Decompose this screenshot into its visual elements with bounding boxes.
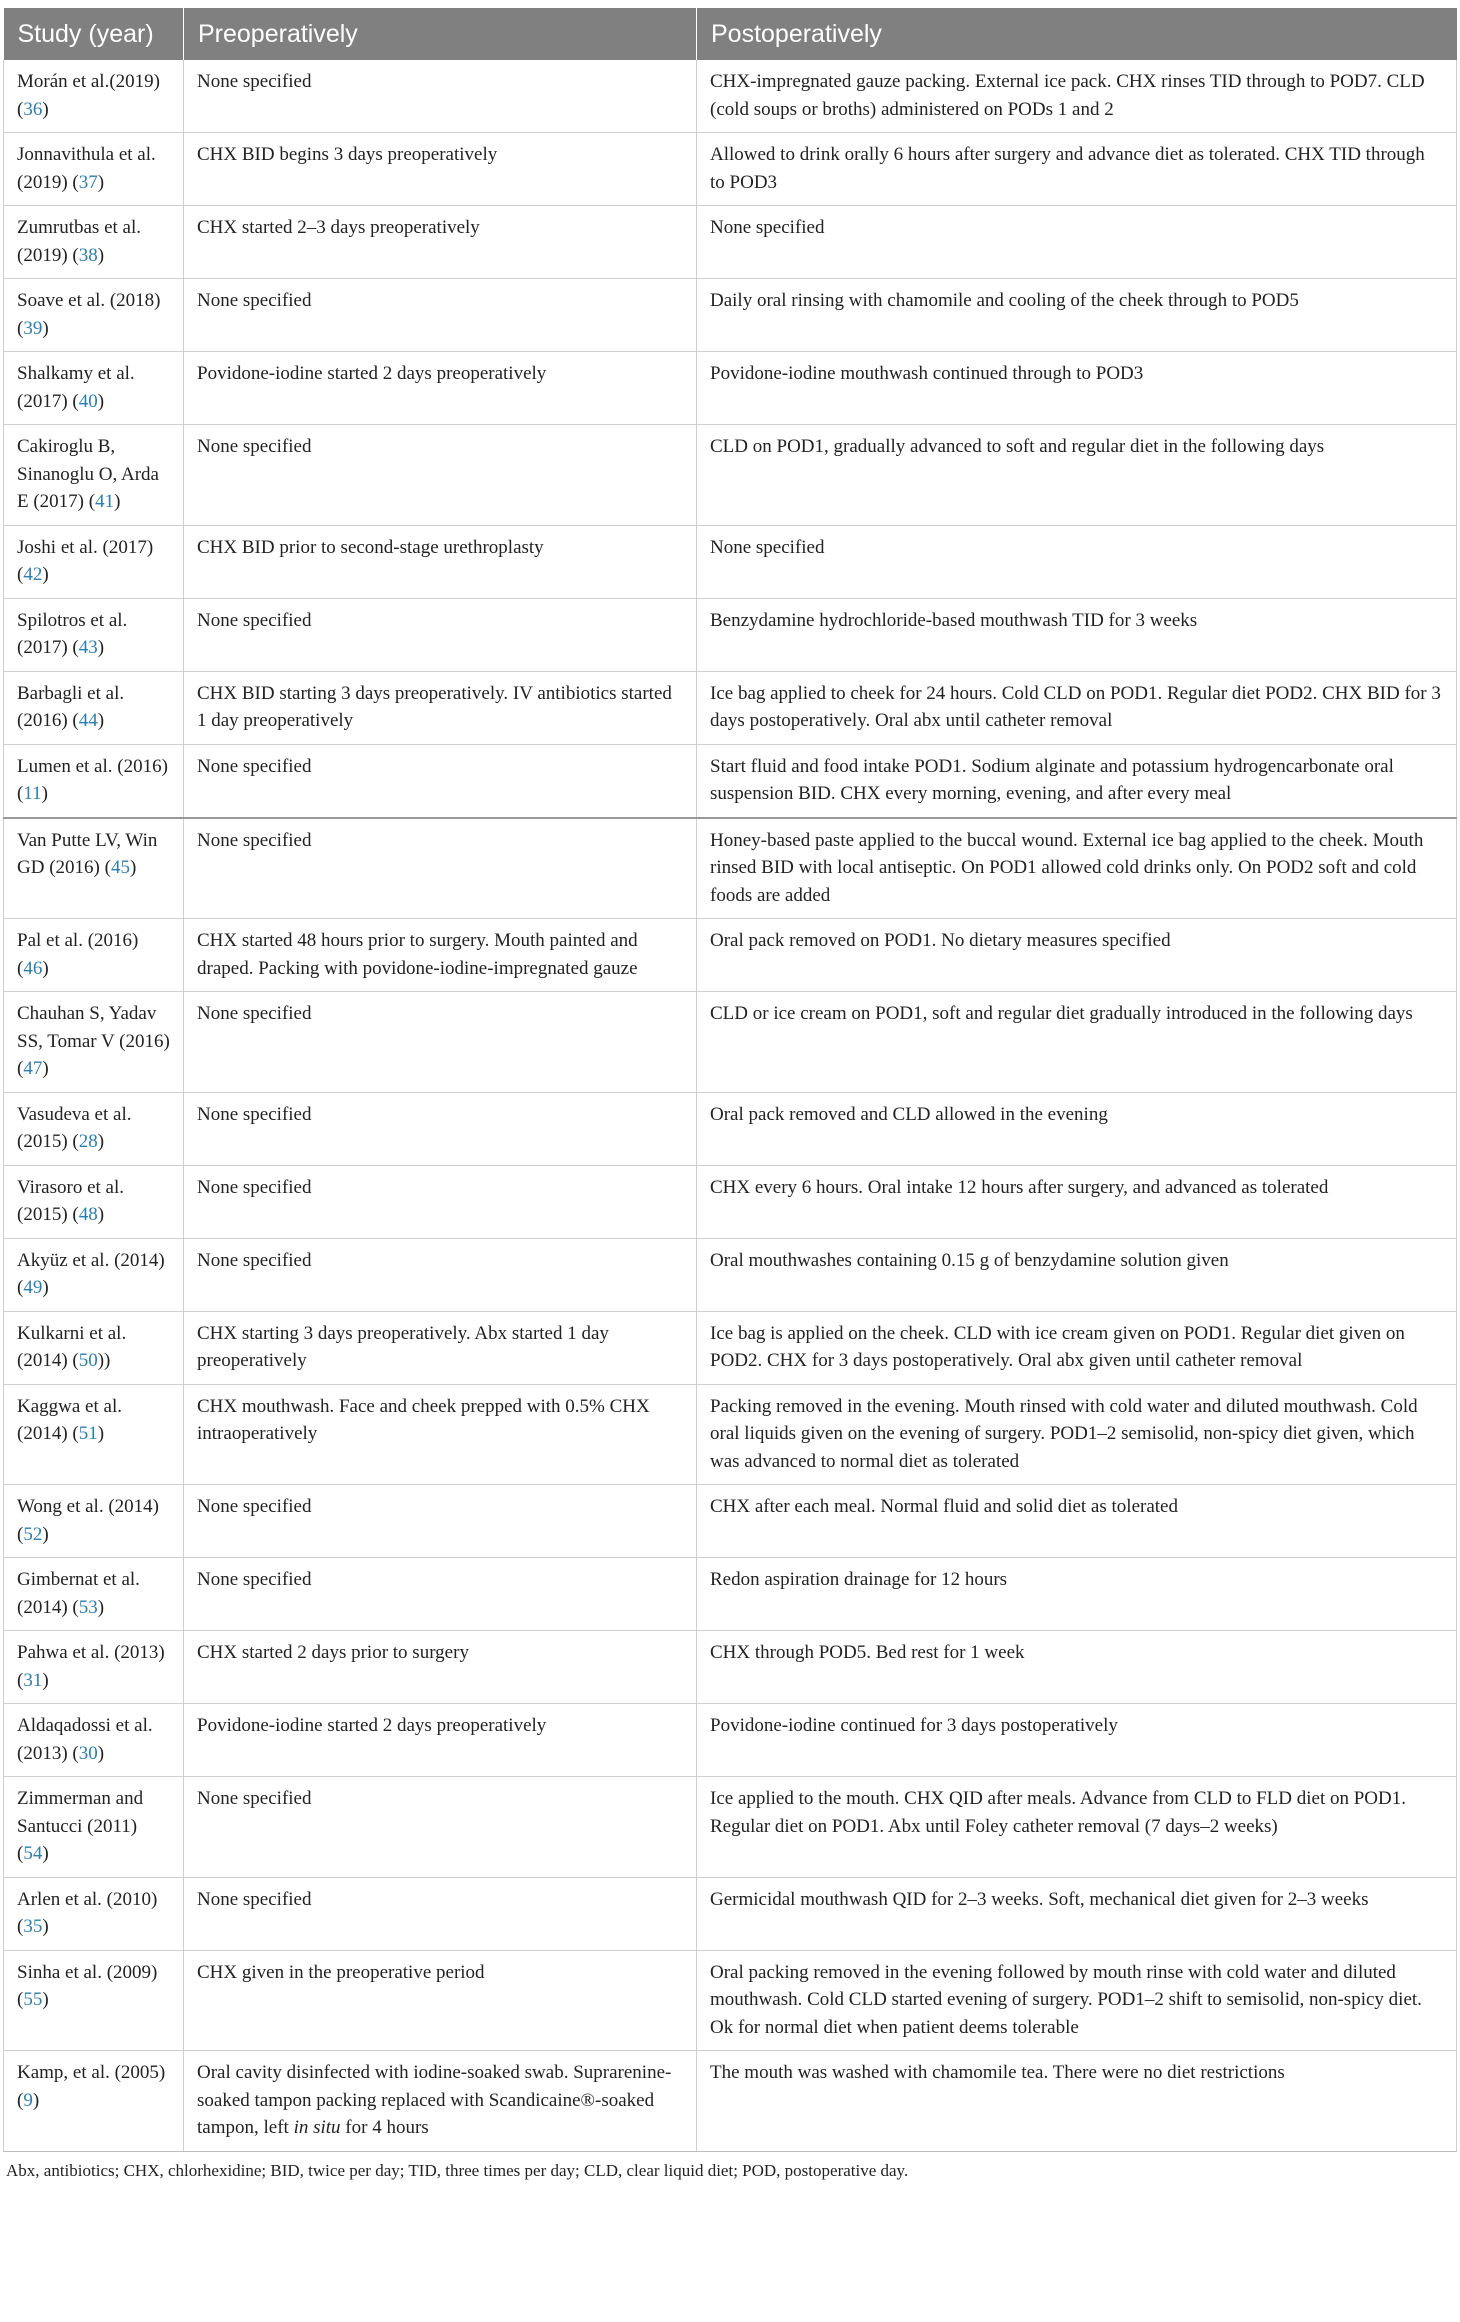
study-name: Zimmerman and Santucci (2011) (	[17, 1788, 144, 1864]
preoperative-text: CHX started 48 hours prior to surgery. Mouth painted and draped. Packing with povidone-iodine-impregnated gauze	[197, 930, 638, 979]
postoperative-cell: Povidone-iodine mouthwash continued through to POD3	[697, 352, 1457, 425]
preoperative-cell	[184, 60, 697, 133]
preoperative-text: None specified	[197, 1249, 312, 1271]
study-cell	[4, 1092, 184, 1165]
reference-close: )	[97, 244, 105, 266]
reference-close: )	[32, 2089, 40, 2111]
preoperative-cell	[184, 1877, 697, 1950]
study-cell	[4, 919, 184, 992]
postoperative-cell: Oral mouthwashes containing 0.15 g of benzydamine solution given	[697, 1238, 1457, 1311]
postoperative-cell: CHX through POD5. Bed rest for 1 week	[697, 1631, 1457, 1704]
table-row	[4, 60, 1457, 133]
reference-close: )	[42, 1989, 49, 2010]
study-cell	[4, 1777, 184, 1878]
postoperative-cell: Ice bag applied to cheek for 24 hours. Cold CLD on POD1. Regular diet POD2. CHX BID for 3 days postoperatively. Oral abx until catheter removal	[697, 671, 1457, 744]
study-cell	[4, 1950, 184, 2051]
postoperative-cell: CHX after each meal. Normal fluid and solid diet as tolerated	[697, 1485, 1457, 1558]
preoperative-text: CHX BID starting 3 days preoperatively. IV antibiotics started 1 day preoperatively	[197, 682, 672, 731]
reference-link[interactable]: 54	[23, 1843, 43, 1864]
postoperative-cell: Ice applied to the mouth. CHX QID after meals. Advance from CLD to FLD diet on POD1. Regular diet on POD1. Abx until Foley catheter removal (7 days–2 weeks)	[697, 1777, 1457, 1878]
preoperative-text: None specified	[197, 1788, 312, 1809]
preoperative-cell	[184, 818, 697, 919]
preoperative-text: CHX mouthwash. Face and cheek prepped with 0.5% CHX intraoperatively	[197, 1395, 650, 1444]
reference-link[interactable]: 47	[23, 1058, 43, 1079]
postoperative-cell: Germicidal mouthwash QID for 2–3 weeks. Soft, mechanical diet given for 2–3 weeks	[697, 1877, 1457, 1950]
study-cell	[4, 206, 184, 279]
preoperative-cell	[184, 1092, 697, 1165]
study-cell	[4, 279, 184, 352]
postoperative-cell: Oral pack removed on POD1. No dietary measures specified	[697, 919, 1457, 992]
preoperative-cell	[184, 2051, 697, 2152]
preoperative-cell	[184, 525, 697, 598]
study-cell	[4, 1877, 184, 1950]
study-name: Kamp, et al. (2005) (	[17, 2062, 166, 2111]
header-preoperatively: Preoperatively	[184, 8, 697, 60]
postoperative-cell: CLD or ice cream on POD1, soft and regular diet gradually introduced in the following days	[697, 992, 1457, 1093]
postoperative-cell: Honey-based paste applied to the buccal wound. External ice bag applied to the cheek. Mouth rinsed BID with local antiseptic. On POD1 allowed cold drinks only. On POD2 soft and cold foods are added	[697, 818, 1457, 919]
reference-close: )	[42, 98, 49, 120]
reference-link[interactable]: 42	[23, 564, 43, 585]
table-row	[4, 919, 1457, 992]
preoperative-text: None specified	[197, 1496, 312, 1517]
preoperative-cell	[184, 919, 697, 992]
reference-close: )	[97, 171, 105, 193]
study-name: Jonnavithula et al. (2019) (	[17, 144, 156, 193]
preoperative-cell	[184, 744, 697, 818]
preoperative-tail: for 4 hours	[340, 2117, 429, 2138]
study-name: Lumen et al. (2016) (	[17, 755, 168, 804]
study-cell	[4, 1704, 184, 1777]
table-row	[4, 1950, 1457, 2051]
study-cell	[4, 1311, 184, 1384]
table-row	[4, 425, 1457, 526]
preoperative-cell	[184, 1384, 697, 1485]
study-cell	[4, 425, 184, 526]
postoperative-cell: None specified	[697, 206, 1457, 279]
study-name: Morán et al.(2019) (	[17, 71, 160, 120]
reference-link[interactable]: 43	[78, 637, 98, 658]
preoperative-text: None specified	[197, 290, 312, 311]
preoperative-text: CHX started 2 days prior to surgery	[197, 1642, 469, 1663]
preoperative-cell	[184, 1238, 697, 1311]
reference-link[interactable]: 48	[78, 1204, 98, 1225]
preoperative-cell	[184, 1311, 697, 1384]
study-cell	[4, 992, 184, 1093]
header-study: Study (year)	[4, 8, 184, 60]
table-row	[4, 1092, 1457, 1165]
reference-link[interactable]: 45	[110, 857, 130, 878]
preoperative-text: None specified	[197, 1176, 312, 1198]
postoperative-cell: CLD on POD1, gradually advanced to soft and regular diet in the following days	[697, 425, 1457, 526]
reference-close: )	[129, 857, 137, 878]
study-name: Kulkarni et al. (2014) (	[17, 1322, 127, 1371]
reference-link[interactable]: 44	[78, 710, 98, 731]
postoperative-cell: Allowed to drink orally 6 hours after surgery and advance diet as tolerated. CHX TID through to POD3	[697, 133, 1457, 206]
preoperative-cell	[184, 1704, 697, 1777]
preoperative-cell	[184, 1777, 697, 1878]
reference-close: )	[42, 1843, 49, 1864]
reference-link[interactable]: 36	[23, 98, 43, 120]
table-row	[4, 525, 1457, 598]
study-name: Joshi et al. (2017) (	[17, 536, 154, 585]
postoperative-cell: Packing removed in the evening. Mouth rinsed with cold water and diluted mouthwash. Cold oral liquids given on the evening of surgery. POD1–2 semisolid, non-spicy diet given, which was advanced to normal diet as tolerated	[697, 1384, 1457, 1485]
preoperative-text: CHX started 2–3 days preoperatively	[197, 217, 480, 238]
preoperative-cell	[184, 352, 697, 425]
reference-link[interactable]: 38	[78, 244, 98, 266]
preoperative-text: CHX given in the preoperative period	[197, 1961, 485, 1983]
study-cell	[4, 1631, 184, 1704]
reference-close: )	[97, 390, 105, 412]
table-row	[4, 992, 1457, 1093]
study-name: Zumrutbas et al. (2019) (	[17, 217, 141, 266]
preoperative-text: Povidone-iodine started 2 days preoperatively	[197, 1715, 547, 1736]
reference-link[interactable]: 49	[23, 1277, 43, 1298]
table-row	[4, 598, 1457, 671]
reference-link[interactable]: 39	[23, 317, 43, 339]
table-row	[4, 744, 1457, 818]
reference-link[interactable]: 41	[95, 491, 115, 512]
preoperative-cell	[184, 1950, 697, 2051]
preoperative-cell	[184, 1485, 697, 1558]
reference-close: )	[97, 1204, 105, 1225]
study-cell	[4, 1485, 184, 1558]
study-name: Cakiroglu B, Sinanoglu O, Arda E (2017) (	[17, 436, 159, 512]
reference-link[interactable]: 51	[78, 1423, 98, 1444]
preoperative-cell	[184, 1631, 697, 1704]
preoperative-italic: in situ	[293, 2117, 341, 2138]
preoperative-text: Povidone-iodine started 2 days preoperatively	[197, 363, 547, 384]
study-cell	[4, 60, 184, 133]
study-name: Barbagli et al. (2016) (	[17, 682, 125, 731]
study-name: Pal et al. (2016) (	[17, 930, 139, 979]
postoperative-cell: Daily oral rinsing with chamomile and cooling of the cheek through to POD5	[697, 279, 1457, 352]
reference-close: )	[97, 1131, 105, 1152]
study-name: Chauhan S, Yadav SS, Tomar V (2016) (	[17, 1003, 170, 1079]
table-row	[4, 1311, 1457, 1384]
study-name: Sinha et al. (2009) (	[17, 1961, 158, 2010]
header-row	[4, 8, 1457, 60]
postoperative-cell: None specified	[697, 525, 1457, 598]
table-row	[4, 1631, 1457, 1704]
study-name: Van Putte LV, Win GD (2016) (	[17, 829, 158, 878]
table-row	[4, 352, 1457, 425]
reference-link[interactable]: 35	[23, 1916, 43, 1937]
study-cell	[4, 2051, 184, 2152]
reference-close: )	[42, 317, 49, 339]
study-name: Akyüz et al. (2014) (	[17, 1249, 165, 1298]
study-name: Shalkamy et al. (2017) (	[17, 363, 135, 412]
reference-close: )	[97, 1742, 105, 1764]
postoperative-cell: CHX every 6 hours. Oral intake 12 hours after surgery, and advanced as tolerated	[697, 1165, 1457, 1238]
preoperative-cell	[184, 1165, 697, 1238]
postoperative-cell: Oral pack removed and CLD allowed in the evening	[697, 1092, 1457, 1165]
preoperative-cell	[184, 206, 697, 279]
reference-close: )	[42, 1058, 49, 1079]
study-cell	[4, 1238, 184, 1311]
postoperative-cell: Start fluid and food intake POD1. Sodium alginate and potassium hydrogencarbonate oral suspension BID. CHX every morning, evening, and after every meal	[697, 744, 1457, 818]
table-row	[4, 1558, 1457, 1631]
preoperative-cell	[184, 279, 697, 352]
preoperative-cell	[184, 425, 697, 526]
reference-link[interactable]: 46	[23, 957, 43, 979]
preoperative-text: Oral cavity disinfected with iodine-soaked swab. Suprarenine-soaked tampon packing replaced with Scandicaine®-soaked tampon, left	[197, 2062, 672, 2138]
study-name: Gimbernat et al. (2014) (	[17, 1569, 140, 1618]
reference-link[interactable]: 52	[23, 1523, 43, 1545]
preoperative-text: CHX BID begins 3 days preoperatively	[197, 144, 498, 165]
reference-close: )	[42, 564, 49, 585]
table-footnote: Abx, antibiotics; CHX, chlorhexidine; BID, twice per day; TID, three times per day; CLD, clear liquid diet; POD, postoperative day.	[6, 2160, 909, 2180]
study-cell	[4, 525, 184, 598]
study-name: Pahwa et al. (2013) (	[17, 1642, 165, 1691]
preoperative-text: CHX BID prior to second-stage urethroplasty	[197, 536, 544, 558]
reference-link[interactable]: 53	[78, 1596, 98, 1618]
table-row	[4, 1877, 1457, 1950]
reference-close: )	[42, 1523, 49, 1545]
postoperative-cell: Oral packing removed in the evening followed by mouth rinse with cold water and diluted mouthwash. Cold CLD started evening of surgery. POD1–2 shift to semisolid, non-spicy diet. Ok for normal diet when patient deems tolerable	[697, 1950, 1457, 2051]
postoperative-cell: Redon aspiration drainage for 12 hours	[697, 1558, 1457, 1631]
study-cell	[4, 1165, 184, 1238]
reference-link[interactable]: 37	[78, 171, 98, 193]
preoperative-cell	[184, 671, 697, 744]
study-name: Arlen et al. (2010) (	[17, 1888, 158, 1937]
reference-link[interactable]: 55	[23, 1989, 43, 2010]
table-row	[4, 133, 1457, 206]
preoperative-cell	[184, 1558, 697, 1631]
preoperative-text: None specified	[197, 755, 312, 777]
study-cell	[4, 1558, 184, 1631]
study-table	[3, 8, 1457, 2152]
study-cell	[4, 352, 184, 425]
study-name: Wong et al. (2014) (	[17, 1496, 159, 1545]
preoperative-cell	[184, 992, 697, 1093]
preoperative-text: None specified	[197, 829, 312, 851]
study-cell	[4, 133, 184, 206]
study-name: Virasoro et al. (2015) (	[17, 1176, 125, 1225]
reference-link[interactable]: 50	[78, 1350, 98, 1371]
reference-close: )	[42, 1669, 49, 1691]
table-row	[4, 206, 1457, 279]
table-row	[4, 1777, 1457, 1878]
reference-close: )	[97, 1596, 105, 1618]
table-row	[4, 818, 1457, 919]
table-row	[4, 1485, 1457, 1558]
reference-link[interactable]: 28	[78, 1131, 98, 1152]
reference-link[interactable]: 9	[23, 2089, 33, 2111]
study-cell	[4, 818, 184, 919]
postoperative-cell: The mouth was washed with chamomile tea. There were no diet restrictions	[697, 2051, 1457, 2152]
table-row	[4, 1165, 1457, 1238]
reference-close: ))	[97, 1350, 111, 1371]
preoperative-cell	[184, 598, 697, 671]
study-cell	[4, 1384, 184, 1485]
study-name: Vasudeva et al. (2015) (	[17, 1103, 132, 1152]
table-row	[4, 1384, 1457, 1485]
header-postoperatively: Postoperatively	[697, 8, 1457, 60]
study-name: Aldaqadossi et al. (2013) (	[17, 1715, 153, 1764]
postoperative-cell: Ice bag is applied on the cheek. CLD with ice cream given on POD1. Regular diet given on POD2. CHX for 3 days postoperatively. Oral abx given until catheter removal	[697, 1311, 1457, 1384]
study-cell	[4, 598, 184, 671]
study-cell	[4, 671, 184, 744]
reference-close: )	[97, 637, 105, 658]
table-row	[4, 1238, 1457, 1311]
preoperative-text: None specified	[197, 1569, 312, 1590]
postoperative-cell: CHX-impregnated gauze packing. External ice pack. CHX rinses TID through to POD7. CLD (cold soups or broths) administered on PODs 1 and 2	[697, 60, 1457, 133]
study-name: Spilotros et al. (2017) (	[17, 609, 128, 658]
preoperative-text: None specified	[197, 1103, 312, 1125]
reference-close: )	[97, 710, 105, 731]
table-row	[4, 2051, 1457, 2152]
study-cell	[4, 744, 184, 818]
preoperative-cell	[184, 133, 697, 206]
reference-link[interactable]: 30	[78, 1742, 98, 1764]
preoperative-text: None specified	[197, 609, 312, 631]
reference-close: )	[114, 491, 121, 512]
preoperative-text: CHX starting 3 days preoperatively. Abx started 1 day preoperatively	[197, 1322, 609, 1371]
table-row	[4, 1704, 1457, 1777]
reference-close: )	[42, 1277, 49, 1298]
reference-link[interactable]: 40	[78, 390, 98, 412]
table-body	[4, 60, 1457, 2151]
preoperative-text: None specified	[197, 1888, 312, 1910]
table-row	[4, 671, 1457, 744]
table-row	[4, 279, 1457, 352]
postoperative-cell: Povidone-iodine continued for 3 days postoperatively	[697, 1704, 1457, 1777]
preoperative-text: None specified	[197, 1003, 312, 1024]
preoperative-text: None specified	[197, 71, 312, 92]
reference-close: )	[42, 957, 49, 979]
study-name: Kaggwa et al. (2014) (	[17, 1395, 122, 1444]
reference-close: )	[42, 1916, 49, 1937]
reference-link[interactable]: 31	[23, 1669, 43, 1691]
study-name: Soave et al. (2018) (	[17, 290, 161, 339]
reference-close: )	[97, 1423, 105, 1444]
postoperative-cell: Benzydamine hydrochloride-based mouthwash TID for 3 weeks	[697, 598, 1457, 671]
preoperative-text: None specified	[197, 436, 312, 457]
reference-link[interactable]: 11	[23, 783, 42, 804]
reference-close: )	[41, 783, 48, 804]
